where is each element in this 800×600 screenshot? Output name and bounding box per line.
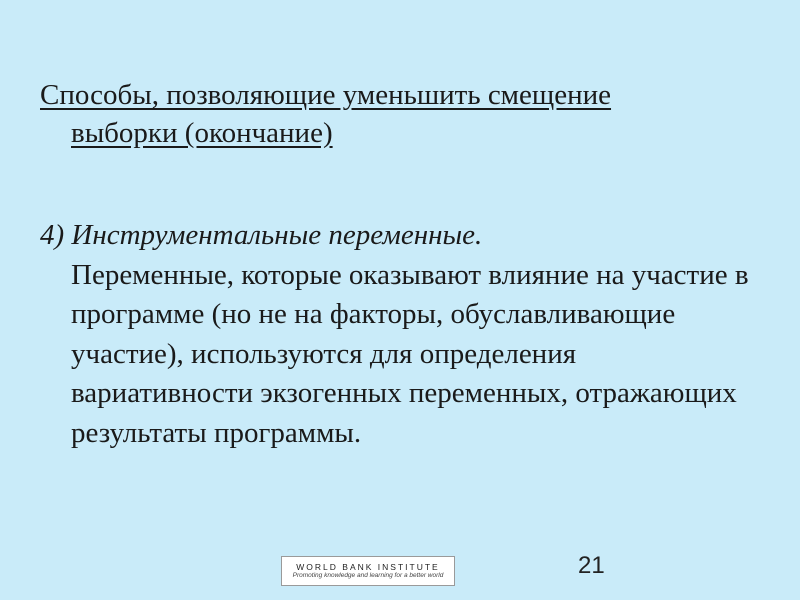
- slide-title-line2: выборки (окончание): [71, 117, 333, 149]
- page-number: 21: [578, 552, 605, 579]
- item-text: Переменные, которые оказывают влияние на участие в программе (но не на факторы, обуславливающие участие), используются для определения вариативности экзогенных переменных, отражающих результаты программы.: [71, 258, 749, 449]
- world-bank-institute-logo: [281, 556, 455, 586]
- slide-title: [40, 76, 760, 152]
- item-heading: 4) Инструментальные переменные.: [40, 219, 483, 251]
- slide-body: [40, 216, 780, 453]
- slide-title-line1: Способы, позволяющие уменьшить смещение: [40, 79, 612, 111]
- logo-name: WORLD BANK INSTITUTE: [296, 562, 440, 572]
- logo-tagline: Promoting knowledge and learning for a better world: [292, 572, 444, 579]
